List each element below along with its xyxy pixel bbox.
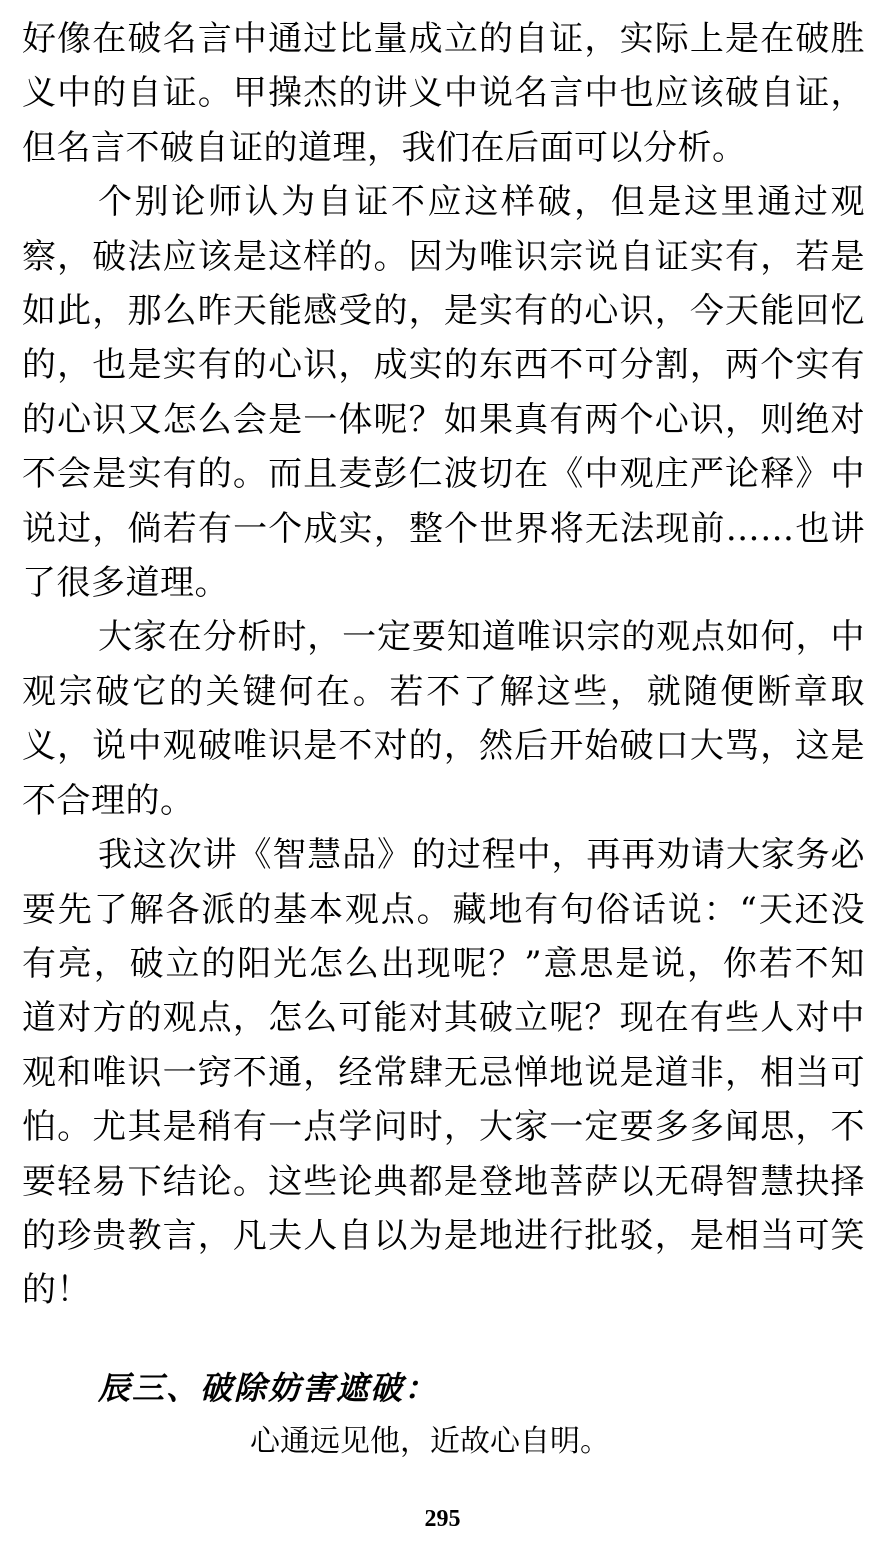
verse-line: 心通远见他，近故心自明。 bbox=[250, 1424, 610, 1459]
paragraph-1: 好像在破名言中通过比量成立的自证，实际上是在破胜义中的自证。甲操杰的讲义中说名言中也应该破自证，但名言不破自证的道理，我们在后面可以分析。 bbox=[22, 19, 865, 168]
paragraph-3: 大家在分析时，一定要知道唯识宗的观点如何，中观宗破它的关键何在。若不了解这些，就随便断章取义，说中观破唯识是不对的，然后开始破口大骂，这是不合理的。 bbox=[22, 617, 865, 821]
body-text bbox=[22, 12, 865, 1318]
paragraph-4: 我这次讲《智慧品》的过程中，再再劝请大家务必要先了解各派的基本观点。藏地有句俗话说：“天还没有亮，破立的阳光怎么出现呢？”意思是说，你若不知道对方的观点，怎么可能对其破立呢？现在有些人对中观和唯识一窍不通，经常肆无忌惮地说是道非，相当可怕。尤其是稍有一点学问时，大家一定要多多闻思，不要轻易下结论。这些论典都是登地菩萨以无碍智慧抉择的珍贵教言，凡夫人自以为是地进行批驳，是相当可笑的！ bbox=[22, 835, 865, 1311]
paragraph-2: 个别论师认为自证不应这样破，但是这里通过观察，破法应该是这样的。因为唯识宗说自证实有，若是如此，那么昨天能感受的，是实有的心识，今天能回忆的，也是实有的心识，成实的东西不可分割，两个实有的心识又怎么会是一体呢？如果真有两个心识，则绝对不会是实有的。而且麦彭仁波切在《中观庄严论释》中说过，倘若有一个成实，整个世界将无法现前……也讲了很多道理。 bbox=[22, 182, 865, 604]
section-heading: 辰三、破除妨害遮破： bbox=[98, 1369, 439, 1407]
page-number: 295 bbox=[424, 1506, 461, 1532]
